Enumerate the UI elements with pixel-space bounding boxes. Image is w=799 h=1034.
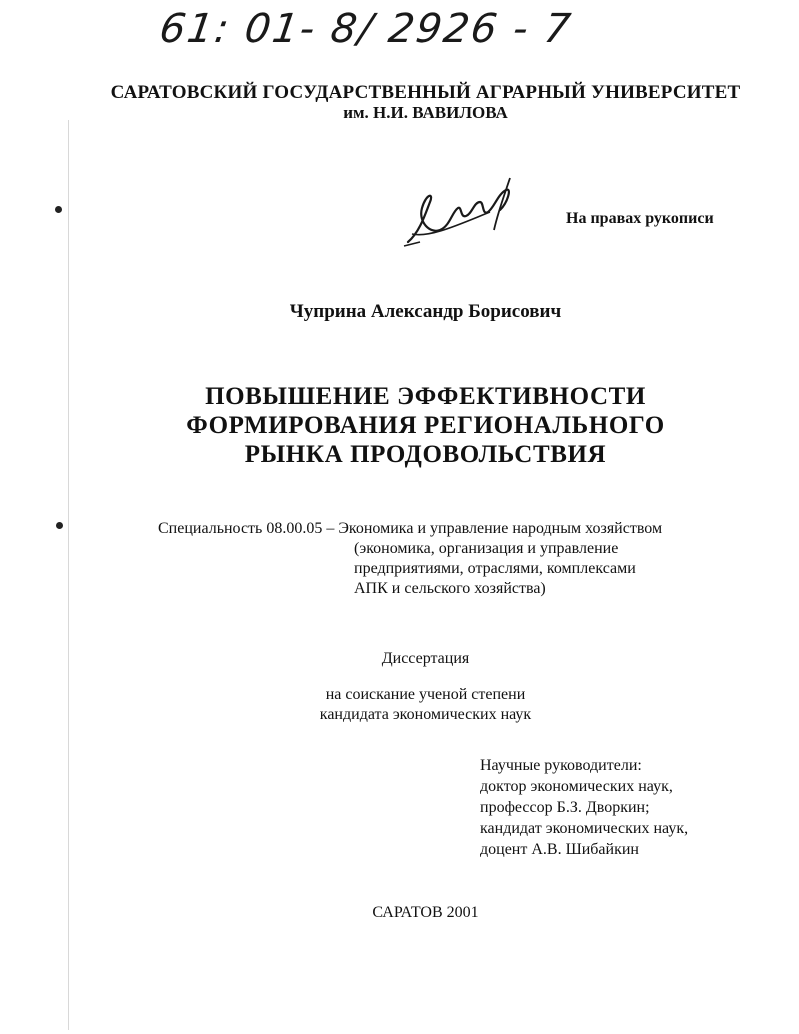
author-name: Чуприна Александр Борисович bbox=[289, 301, 562, 322]
specialty-detail: АПК и сельского хозяйства) bbox=[354, 580, 546, 597]
punch-hole-mark bbox=[55, 206, 62, 213]
degree-block bbox=[0, 685, 799, 725]
supervisor-line: кандидат экономических наук, bbox=[480, 820, 689, 837]
registration-number-text: 61: 01- 8/ 2926 - 7 bbox=[156, 6, 576, 52]
city-year: САРАТОВ 2001 bbox=[372, 904, 479, 921]
university-named-after: им. Н.И. ВАВИЛОВА bbox=[343, 103, 508, 122]
supervisor-line: профессор Б.З. Дворкин; bbox=[480, 799, 650, 816]
specialty-block bbox=[158, 519, 662, 599]
punch-hole-mark bbox=[56, 522, 63, 529]
supervisor-line: доктор экономических наук, bbox=[480, 778, 673, 795]
degree-line: на соискание ученой степени bbox=[325, 686, 526, 703]
signature-image bbox=[400, 172, 540, 252]
dissertation-title bbox=[0, 382, 799, 469]
handwritten-registration-number bbox=[156, 6, 620, 76]
specialty-line: Специальность 08.00.05 – Экономика и управление народным хозяйством bbox=[158, 520, 663, 537]
university-name: САРАТОВСКИЙ ГОСУДАРСТВЕННЫЙ АГРАРНЫЙ УНИВЕРСИТЕТ bbox=[110, 82, 741, 103]
title-line: ПОВЫШЕНИЕ ЭФФЕКТИВНОСТИ bbox=[205, 383, 646, 410]
specialty-detail: (экономика, организация и управление bbox=[354, 540, 619, 557]
specialty-detail: предприятиями, отраслями, комплексами bbox=[354, 560, 636, 577]
supervisors-heading: Научные руководители: bbox=[480, 757, 642, 774]
manuscript-rights-note: На правах рукописи bbox=[566, 210, 714, 227]
supervisors-block bbox=[480, 755, 688, 860]
title-line: ФОРМИРОВАНИЯ РЕГИОНАЛЬНОГО bbox=[186, 412, 665, 439]
scan-edge-line bbox=[68, 120, 69, 1030]
degree-line: кандидата экономических наук bbox=[319, 706, 532, 723]
title-line: РЫНКА ПРОДОВОЛЬСТВИЯ bbox=[244, 441, 607, 468]
supervisor-line: доцент А.В. Шибайкин bbox=[480, 841, 639, 858]
document-type: Диссертация bbox=[381, 650, 470, 667]
